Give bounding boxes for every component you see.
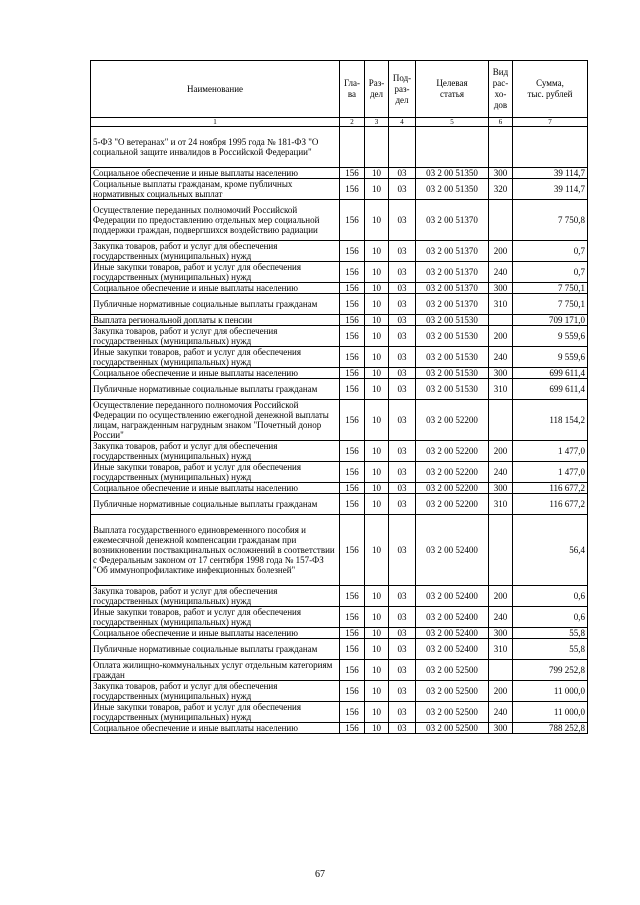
row-target: 03 2 00 52200 (416, 462, 489, 483)
row-razdel: 10 (365, 483, 389, 494)
row-podrazdel: 03 (389, 723, 416, 734)
row-vid: 240 (489, 347, 513, 368)
row-razdel: 10 (365, 660, 389, 681)
row-vid (489, 127, 513, 168)
header-razdel: Раз- дел (365, 61, 389, 118)
row-glava: 156 (340, 515, 365, 586)
table-row (91, 681, 588, 702)
row-sum: 709 171,0 (513, 315, 588, 326)
row-vid: 240 (489, 262, 513, 283)
row-target: 03 2 00 52200 (416, 494, 489, 515)
row-target: 03 2 00 52200 (416, 483, 489, 494)
row-vid: 200 (489, 681, 513, 702)
row-name: Социальное обеспечение и иные выплаты населению (91, 483, 340, 494)
row-sum: 9 559,6 (513, 326, 588, 347)
row-target: 03 2 00 51370 (416, 283, 489, 294)
row-podrazdel (389, 127, 416, 168)
row-podrazdel: 03 (389, 368, 416, 379)
row-podrazdel: 03 (389, 347, 416, 368)
row-podrazdel: 03 (389, 462, 416, 483)
row-vid (489, 200, 513, 241)
row-name: Публичные нормативные социальные выплаты гражданам (91, 294, 340, 315)
row-glava (340, 127, 365, 168)
row-sum: 9 559,6 (513, 347, 588, 368)
table-row (91, 179, 588, 200)
row-sum: 7 750,1 (513, 294, 588, 315)
row-podrazdel: 03 (389, 168, 416, 179)
row-podrazdel: 03 (389, 200, 416, 241)
row-podrazdel: 03 (389, 586, 416, 607)
row-name: Закупка товаров, работ и услуг для обеспечения государственных (муниципальных) нужд (91, 586, 340, 607)
table-row (91, 368, 588, 379)
row-target: 03 2 00 52500 (416, 681, 489, 702)
row-target: 03 2 00 51530 (416, 326, 489, 347)
table-row (91, 315, 588, 326)
row-vid: 320 (489, 179, 513, 200)
row-target: 03 2 00 51530 (416, 379, 489, 400)
row-sum: 788 252,8 (513, 723, 588, 734)
row-vid: 200 (489, 241, 513, 262)
row-razdel: 10 (365, 326, 389, 347)
row-glava: 156 (340, 494, 365, 515)
row-vid: 300 (489, 723, 513, 734)
column-number: 6 (489, 118, 513, 127)
header-summa: Сумма, тыс. рублей (513, 61, 588, 118)
row-podrazdel: 03 (389, 628, 416, 639)
row-target: 03 2 00 52500 (416, 702, 489, 723)
row-vid: 300 (489, 483, 513, 494)
table-row (91, 607, 588, 628)
row-target: 03 2 00 52400 (416, 586, 489, 607)
row-vid: 200 (489, 441, 513, 462)
row-sum: 0,7 (513, 262, 588, 283)
table-row (91, 702, 588, 723)
row-sum: 0,6 (513, 607, 588, 628)
row-podrazdel: 03 (389, 379, 416, 400)
row-name: Социальное обеспечение и иные выплаты населению (91, 368, 340, 379)
row-target: 03 2 00 51530 (416, 315, 489, 326)
column-number: 3 (365, 118, 389, 127)
row-vid: 310 (489, 494, 513, 515)
table-row (91, 639, 588, 660)
row-razdel: 10 (365, 723, 389, 734)
header-row (91, 61, 588, 118)
row-name: Осуществление переданного полномочия Российской Федерации по осуществлению ежегодной денежной выплаты лицам, награжденным нагрудным знаком "Почетный донор России" (91, 400, 340, 441)
row-name: Публичные нормативные социальные выплаты гражданам (91, 639, 340, 660)
row-glava: 156 (340, 200, 365, 241)
row-podrazdel: 03 (389, 315, 416, 326)
table-row (91, 660, 588, 681)
row-glava: 156 (340, 639, 365, 660)
row-vid: 300 (489, 283, 513, 294)
row-razdel: 10 (365, 283, 389, 294)
column-number: 2 (340, 118, 365, 127)
row-razdel: 10 (365, 200, 389, 241)
row-vid (489, 400, 513, 441)
row-name: Иные закупки товаров, работ и услуг для обеспечения государственных (муниципальных) нужд (91, 262, 340, 283)
row-podrazdel: 03 (389, 283, 416, 294)
row-podrazdel: 03 (389, 607, 416, 628)
table-row (91, 347, 588, 368)
row-glava: 156 (340, 379, 365, 400)
row-razdel: 10 (365, 462, 389, 483)
row-sum: 699 611,4 (513, 379, 588, 400)
row-target: 03 2 00 52400 (416, 607, 489, 628)
row-glava: 156 (340, 294, 365, 315)
row-podrazdel: 03 (389, 294, 416, 315)
row-razdel: 10 (365, 379, 389, 400)
row-podrazdel: 03 (389, 702, 416, 723)
row-target (416, 127, 489, 168)
table-row (91, 723, 588, 734)
row-podrazdel: 03 (389, 494, 416, 515)
table-row (91, 200, 588, 241)
header-name: Наименование (91, 61, 340, 118)
row-sum: 55,8 (513, 628, 588, 639)
table-row (91, 494, 588, 515)
row-name: Иные закупки товаров, работ и услуг для обеспечения государственных (муниципальных) нужд (91, 702, 340, 723)
row-name: Осуществление переданных полномочий Российской Федерации по предоставлению отдельных мер социальной поддержки граждан, подвергшихся воздействию радиации (91, 200, 340, 241)
table-row (91, 483, 588, 494)
row-vid: 200 (489, 326, 513, 347)
row-name: 5-ФЗ "О ветеранах" и от 24 ноября 1995 года № 181-ФЗ "О социальной защите инвалидов в Российской Федерации" (91, 127, 340, 168)
column-number-row (91, 118, 588, 127)
row-sum: 116 677,2 (513, 483, 588, 494)
row-target: 03 2 00 52500 (416, 723, 489, 734)
row-glava: 156 (340, 681, 365, 702)
row-glava: 156 (340, 660, 365, 681)
row-podrazdel: 03 (389, 639, 416, 660)
row-vid: 310 (489, 379, 513, 400)
row-podrazdel: 03 (389, 515, 416, 586)
row-sum: 116 677,2 (513, 494, 588, 515)
table-row (91, 283, 588, 294)
row-razdel: 10 (365, 179, 389, 200)
column-number: 5 (416, 118, 489, 127)
row-name: Закупка товаров, работ и услуг для обеспечения государственных (муниципальных) нужд (91, 326, 340, 347)
table-row (91, 379, 588, 400)
row-name: Социальное обеспечение и иные выплаты населению (91, 723, 340, 734)
table-row (91, 586, 588, 607)
table-body (91, 127, 588, 734)
row-sum: 699 611,4 (513, 368, 588, 379)
row-razdel: 10 (365, 586, 389, 607)
row-vid: 300 (489, 368, 513, 379)
row-target: 03 2 00 52200 (416, 441, 489, 462)
row-name: Закупка товаров, работ и услуг для обеспечения государственных (муниципальных) нужд (91, 681, 340, 702)
row-sum: 7 750,8 (513, 200, 588, 241)
row-razdel: 10 (365, 494, 389, 515)
row-name: Выплата региональной доплаты к пенсии (91, 315, 340, 326)
header-vid: Вид рас- хо- дов (489, 61, 513, 118)
table-row (91, 400, 588, 441)
row-podrazdel: 03 (389, 660, 416, 681)
table-row (91, 168, 588, 179)
column-number: 7 (513, 118, 588, 127)
row-vid: 240 (489, 607, 513, 628)
row-name: Выплата государственного единовременного пособия и ежемесячной денежной компенсации гражданам при возникновении поствакцинальных осложнений в соответствии с Федеральным законом от 17 сентября 1998 года № 157-ФЗ "Об иммунопрофилактике инфекционных болезней" (91, 515, 340, 586)
row-razdel: 10 (365, 347, 389, 368)
row-target: 03 2 00 52500 (416, 660, 489, 681)
row-glava: 156 (340, 315, 365, 326)
row-podrazdel: 03 (389, 179, 416, 200)
row-razdel: 10 (365, 515, 389, 586)
row-razdel: 10 (365, 400, 389, 441)
column-number: 1 (91, 118, 340, 127)
row-vid: 240 (489, 702, 513, 723)
row-sum: 7 750,1 (513, 283, 588, 294)
row-sum: 39 114,7 (513, 168, 588, 179)
table-row (91, 294, 588, 315)
row-razdel: 10 (365, 702, 389, 723)
row-podrazdel: 03 (389, 326, 416, 347)
row-podrazdel: 03 (389, 441, 416, 462)
row-glava: 156 (340, 241, 365, 262)
row-razdel (365, 127, 389, 168)
row-vid: 310 (489, 294, 513, 315)
row-vid: 240 (489, 462, 513, 483)
row-razdel: 10 (365, 441, 389, 462)
row-sum (513, 127, 588, 168)
row-name: Публичные нормативные социальные выплаты гражданам (91, 379, 340, 400)
row-target: 03 2 00 52400 (416, 639, 489, 660)
row-target: 03 2 00 51530 (416, 368, 489, 379)
table-row (91, 628, 588, 639)
table-row (91, 462, 588, 483)
row-target: 03 2 00 51370 (416, 200, 489, 241)
row-sum: 1 477,0 (513, 462, 588, 483)
table-row (91, 515, 588, 586)
row-target: 03 2 00 52200 (416, 400, 489, 441)
row-glava: 156 (340, 262, 365, 283)
table-row (91, 441, 588, 462)
row-sum: 1 477,0 (513, 441, 588, 462)
row-sum: 118 154,2 (513, 400, 588, 441)
row-sum: 0,7 (513, 241, 588, 262)
row-glava: 156 (340, 723, 365, 734)
row-razdel: 10 (365, 607, 389, 628)
row-target: 03 2 00 51370 (416, 241, 489, 262)
page-number: 67 (315, 869, 325, 880)
row-razdel: 10 (365, 241, 389, 262)
row-razdel: 10 (365, 294, 389, 315)
row-name: Оплата жилищно-коммунальных услуг отдельным категориям граждан (91, 660, 340, 681)
row-target: 03 2 00 51350 (416, 179, 489, 200)
row-name: Социальное обеспечение и иные выплаты населению (91, 283, 340, 294)
row-glava: 156 (340, 347, 365, 368)
row-sum: 55,8 (513, 639, 588, 660)
row-name: Публичные нормативные социальные выплаты гражданам (91, 494, 340, 515)
table-row (91, 127, 588, 168)
row-glava: 156 (340, 586, 365, 607)
row-name: Иные закупки товаров, работ и услуг для обеспечения государственных (муниципальных) нужд (91, 607, 340, 628)
row-target: 03 2 00 51370 (416, 262, 489, 283)
row-target: 03 2 00 52400 (416, 515, 489, 586)
row-glava: 156 (340, 483, 365, 494)
row-glava: 156 (340, 283, 365, 294)
row-sum: 799 252,8 (513, 660, 588, 681)
row-name: Закупка товаров, работ и услуг для обеспечения государственных (муниципальных) нужд (91, 241, 340, 262)
row-name: Иные закупки товаров, работ и услуг для обеспечения государственных (муниципальных) нужд (91, 462, 340, 483)
row-razdel: 10 (365, 628, 389, 639)
row-name: Социальные выплаты гражданам, кроме публичных нормативных социальных выплат (91, 179, 340, 200)
row-sum: 56,4 (513, 515, 588, 586)
row-podrazdel: 03 (389, 483, 416, 494)
row-vid: 300 (489, 168, 513, 179)
row-glava: 156 (340, 628, 365, 639)
row-target: 03 2 00 51350 (416, 168, 489, 179)
row-glava: 156 (340, 400, 365, 441)
row-target: 03 2 00 51370 (416, 294, 489, 315)
row-glava: 156 (340, 462, 365, 483)
row-name: Социальное обеспечение и иные выплаты населению (91, 168, 340, 179)
row-glava: 156 (340, 179, 365, 200)
row-sum: 11 000,0 (513, 681, 588, 702)
row-podrazdel: 03 (389, 241, 416, 262)
row-target: 03 2 00 52400 (416, 628, 489, 639)
row-glava: 156 (340, 168, 365, 179)
row-name: Закупка товаров, работ и услуг для обеспечения государственных (муниципальных) нужд (91, 441, 340, 462)
row-vid (489, 660, 513, 681)
row-razdel: 10 (365, 168, 389, 179)
row-razdel: 10 (365, 262, 389, 283)
row-sum: 0,6 (513, 586, 588, 607)
row-razdel: 10 (365, 681, 389, 702)
row-sum: 39 114,7 (513, 179, 588, 200)
row-glava: 156 (340, 326, 365, 347)
row-vid (489, 315, 513, 326)
header-glava: Гла- ва (340, 61, 365, 118)
row-glava: 156 (340, 702, 365, 723)
row-glava: 156 (340, 607, 365, 628)
row-name: Социальное обеспечение и иные выплаты населению (91, 628, 340, 639)
row-sum: 11 000,0 (513, 702, 588, 723)
table-row (91, 241, 588, 262)
column-number: 4 (389, 118, 416, 127)
row-razdel: 10 (365, 368, 389, 379)
row-vid (489, 515, 513, 586)
budget-table (90, 60, 588, 734)
row-podrazdel: 03 (389, 400, 416, 441)
row-podrazdel: 03 (389, 681, 416, 702)
row-razdel: 10 (365, 639, 389, 660)
row-podrazdel: 03 (389, 262, 416, 283)
table-row (91, 262, 588, 283)
row-glava: 156 (340, 368, 365, 379)
row-vid: 310 (489, 639, 513, 660)
header-target: Целевая статья (416, 61, 489, 118)
row-name: Иные закупки товаров, работ и услуг для обеспечения государственных (муниципальных) нужд (91, 347, 340, 368)
row-vid: 200 (489, 586, 513, 607)
row-razdel: 10 (365, 315, 389, 326)
header-podrazdel: Под- раз- дел (389, 61, 416, 118)
row-target: 03 2 00 51530 (416, 347, 489, 368)
table-row (91, 326, 588, 347)
row-vid: 300 (489, 628, 513, 639)
row-glava: 156 (340, 441, 365, 462)
